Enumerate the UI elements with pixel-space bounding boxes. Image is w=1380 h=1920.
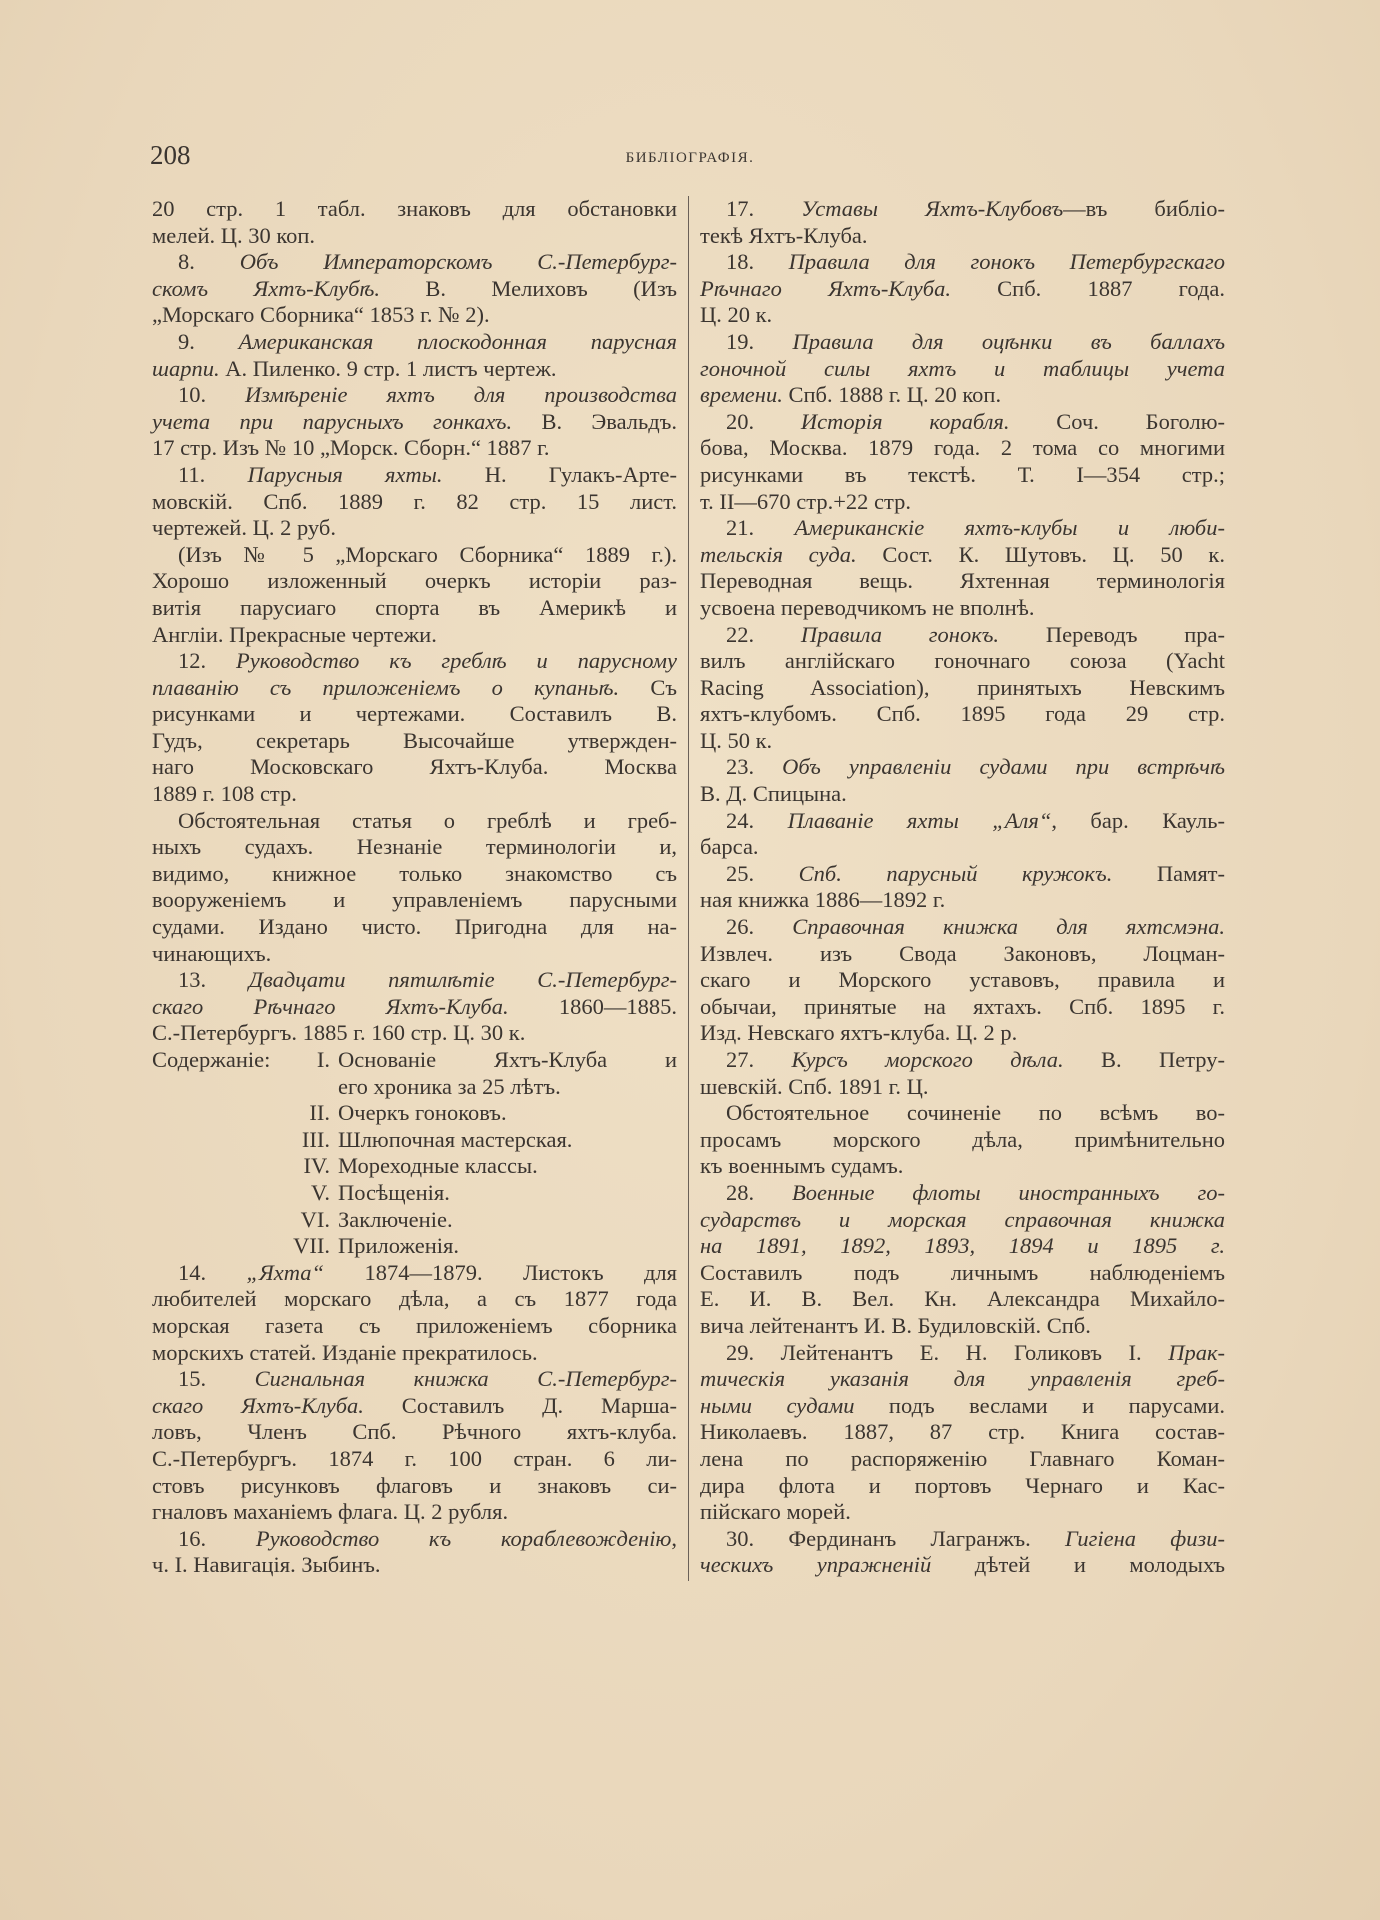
text-line <box>700 1286 1225 1313</box>
text-run: 30. Фердинанъ Лагранжъ. <box>726 1525 1065 1551</box>
text-line <box>700 1419 1225 1446</box>
italic-title: Военные флоты иностранныхъ го- <box>792 1179 1226 1205</box>
text-line <box>152 568 677 595</box>
text-line <box>152 914 677 941</box>
text-run: (Изъ № 5 „Морскаго Сборника“ 1889 г.). <box>178 541 677 567</box>
text-line <box>152 515 677 542</box>
italic-title: Двадцати пятилѣтіе С.-Петербург- <box>248 967 678 993</box>
column-divider <box>688 196 689 1581</box>
text-run: 21. <box>726 515 795 541</box>
text-line <box>700 834 1225 861</box>
text-line <box>700 1020 1225 1047</box>
italic-title: сударствъ и морская справочная книжка <box>700 1206 1225 1232</box>
toc-text: Мореходные классы. <box>338 1153 538 1179</box>
text-line <box>700 276 1225 303</box>
text-run: ч. I. Навигація. Зыбинъ. <box>152 1552 381 1578</box>
text-line <box>700 914 1225 941</box>
text-run: 27. <box>726 1047 792 1072</box>
italic-title: ческихъ упражненій <box>700 1552 932 1578</box>
text-run: обычаи, принятые на яхтахъ. Спб. 1895 г. <box>700 993 1225 1019</box>
text-run: 1860—1885. <box>508 993 677 1019</box>
text-line <box>152 489 677 516</box>
italic-title: шарпи. <box>152 355 220 381</box>
text-line <box>152 595 677 622</box>
text-run: Racing Association), принятыхъ Невскимъ <box>700 674 1225 700</box>
italic-title: скаго Рѣчнаго Яхтъ-Клуба. <box>152 993 509 1019</box>
toc-text: Посѣщенія. <box>338 1179 450 1205</box>
toc-line <box>152 1180 677 1207</box>
bibliography-entry <box>152 542 677 648</box>
text-run: дира флота и портовъ Чернаго и Кас- <box>700 1472 1225 1498</box>
text-line <box>700 1233 1225 1260</box>
text-line <box>152 834 677 861</box>
text-run: Ц. 50 к. <box>700 727 773 753</box>
toc-line <box>152 1074 677 1101</box>
text-run: 22. <box>726 621 801 647</box>
italic-title: скомъ Яхтъ-Клубѣ. <box>152 275 381 301</box>
text-line <box>700 1526 1225 1553</box>
text-run: усвоена переводчикомъ не вполнѣ. <box>700 594 1035 620</box>
text-run: яхтъ-клубомъ. Спб. 1895 года 29 стр. <box>700 701 1225 727</box>
running-title: БИБЛІОГРАФІЯ. <box>625 150 755 166</box>
text-run: Изд. Невскаго яхтъ-клуба. Ц. 2 р. <box>700 1020 1018 1046</box>
text-line <box>700 1552 1225 1579</box>
text-run: Е. И. В. Вел. Кн. Александра Михайло- <box>700 1286 1225 1312</box>
text-line <box>152 701 677 728</box>
text-run: вича лейтенантъ И. В. Будиловскій. Спб. <box>700 1312 1091 1338</box>
toc-line <box>152 1100 677 1127</box>
text-line <box>700 435 1225 462</box>
text-line <box>700 382 1225 409</box>
text-run: любителей морскаго дѣла, а съ 1877 года <box>152 1286 677 1312</box>
text-run: Извлеч. изъ Свода Законовъ, Лоцман- <box>700 940 1225 966</box>
text-line <box>700 595 1225 622</box>
text-run: 11. <box>178 461 248 487</box>
bibliography-entry <box>700 1100 1225 1180</box>
text-run: Спб. 1888 г. Ц. 20 коп. <box>782 382 1002 408</box>
text-run: Хорошо изложенный очеркъ исторіи раз- <box>152 568 677 594</box>
text-run: В. Мелиховъ (Изъ <box>380 275 677 301</box>
text-run: 9. <box>178 328 239 354</box>
text-line <box>700 1340 1225 1367</box>
text-line <box>152 1020 677 1047</box>
italic-title: Рѣчнаго Яхтъ-Клуба. <box>700 275 951 301</box>
text-line <box>700 1074 1225 1101</box>
text-line <box>152 382 677 409</box>
italic-title: тельскія суда. <box>700 541 857 567</box>
italic-title: Исторія корабля. <box>800 408 1010 434</box>
text-line <box>152 302 677 329</box>
text-run: Николаевъ. 1887, 87 стр. Книга состав- <box>700 1419 1225 1445</box>
text-line <box>152 223 677 250</box>
toc-numeral: II. <box>309 1100 330 1126</box>
text-line <box>152 1419 677 1446</box>
text-line <box>700 223 1225 250</box>
text-line <box>152 994 677 1021</box>
text-run: чинающихъ. <box>152 940 272 966</box>
text-run: 13. <box>178 967 249 993</box>
bibliography-entry <box>152 196 677 249</box>
text-run: Соч. Боголю- <box>1009 408 1226 434</box>
text-line <box>152 1473 677 1500</box>
italic-title: Руководство къ греблѣ и парусному <box>236 648 678 674</box>
text-line <box>700 1393 1225 1420</box>
toc-text: Очеркъ гоноковъ. <box>338 1100 507 1126</box>
right-column <box>700 196 1225 1579</box>
text-line <box>700 648 1225 675</box>
page-number: 208 <box>150 140 191 170</box>
italic-title: тическія указанія для управленія греб- <box>700 1366 1225 1392</box>
text-run: 18. <box>726 249 789 275</box>
bibliography-entry <box>700 249 1225 329</box>
text-line <box>152 754 677 781</box>
text-run: просамъ морского дѣла, примѣнительно <box>700 1126 1225 1152</box>
italic-title: Объ Императорскомъ С.-Петербург- <box>239 249 677 275</box>
text-run: барса. <box>700 834 759 860</box>
italic-title: на 1891, 1892, 1893, 1894 и 1895 г. <box>700 1233 1225 1259</box>
text-line <box>700 1127 1225 1154</box>
toc-line <box>152 1233 677 1260</box>
text-run: 25. <box>726 860 799 886</box>
text-run: Ц. 20 к. <box>700 302 773 328</box>
text-run: мелей. Ц. 30 коп. <box>152 222 316 248</box>
bibliography-entry <box>152 249 677 329</box>
bibliography-entry <box>152 808 677 968</box>
toc-text: Заключеніе. <box>338 1206 453 1232</box>
italic-title: Правила для оцѣнки въ баллахъ <box>792 328 1225 354</box>
italic-title: ными судами <box>700 1392 855 1418</box>
text-run: Съ <box>619 674 677 700</box>
toc-text: Приложенія. <box>338 1233 459 1259</box>
italic-title: Измѣреніе яхтъ для производства <box>245 382 677 408</box>
text-line <box>152 622 677 649</box>
toc-numeral: VI. <box>300 1206 330 1232</box>
text-run: 29. Лейтенантъ Е. Н. Голиковъ I. <box>726 1339 1169 1365</box>
text-run: пійскаго морей. <box>700 1499 851 1525</box>
text-run: Составилъ Д. Марша- <box>363 1392 677 1418</box>
text-run: 26. <box>726 914 793 940</box>
text-run: 19. <box>726 328 793 354</box>
text-line <box>152 356 677 383</box>
toc-text: Шлюпочная мастерская. <box>338 1126 573 1152</box>
bibliography-entry <box>700 808 1225 861</box>
text-line <box>152 462 677 489</box>
italic-title: учета при парусныхъ гонкахъ. <box>152 408 513 434</box>
text-line <box>152 808 677 835</box>
text-run: 8. <box>178 249 240 275</box>
text-run: чертежей. Ц. 2 руб. <box>152 515 336 541</box>
italic-title: Руководство къ кораблевожденію <box>255 1525 672 1551</box>
bibliography-entry <box>700 914 1225 1047</box>
text-run: рисунками и чертежами. Составилъ В. <box>152 701 677 727</box>
italic-title: Уставы Яхтъ-Клубовъ <box>801 196 1064 221</box>
text-run: 1874—1879. Листокъ для <box>324 1259 677 1285</box>
text-line <box>700 356 1225 383</box>
text-line <box>152 1552 677 1579</box>
bibliography-entry <box>152 1526 677 1579</box>
text-run: 20 стр. 1 табл. знаковъ для обстановки <box>152 196 677 221</box>
text-line <box>152 675 677 702</box>
text-run: А. Пиленко. 9 стр. 1 листъ чертеж. <box>219 355 557 381</box>
text-line <box>700 1313 1225 1340</box>
text-run: С.-Петербургъ. 1885 г. 160 стр. Ц. 30 к. <box>152 1020 526 1046</box>
bibliography-entry <box>700 1047 1225 1100</box>
text-run: Составилъ подъ личнымъ наблюденіемъ <box>700 1259 1225 1285</box>
toc-numeral: IV. <box>303 1153 330 1179</box>
text-line <box>152 196 677 223</box>
text-run: видимо, книжное только знакомство съ <box>152 860 677 886</box>
text-line <box>152 1286 677 1313</box>
text-line <box>152 887 677 914</box>
bibliography-entry <box>700 515 1225 621</box>
bibliography-entry <box>700 1340 1225 1526</box>
bibliography-entry <box>700 196 1225 249</box>
text-line <box>700 1473 1225 1500</box>
text-run: —въ библіо- <box>1063 196 1226 221</box>
text-line <box>700 887 1225 914</box>
text-run: дѣтей и молодыхъ <box>931 1552 1225 1578</box>
text-line <box>700 302 1225 329</box>
text-line <box>700 1207 1225 1234</box>
text-run: вооруженіемъ и управленіемъ парусными <box>152 887 677 913</box>
text-run: витія парусиаго спорта въ Америкѣ и <box>152 594 677 620</box>
toc-numeral: V. <box>311 1179 330 1205</box>
text-run: , <box>671 1525 678 1551</box>
italic-title: Спб. парусный кружокъ. <box>798 860 1113 886</box>
text-run: Обстоятельная статья о греблѣ и греб- <box>178 807 677 833</box>
text-run: Переводъ пра- <box>999 621 1226 647</box>
text-line <box>700 568 1225 595</box>
text-run: 16. <box>178 1525 256 1551</box>
text-line <box>152 1393 677 1420</box>
text-line <box>152 1313 677 1340</box>
text-line <box>700 1499 1225 1526</box>
text-run: 17. <box>726 196 802 221</box>
text-run: Переводная вещь. Яхтенная терминологія <box>700 568 1225 594</box>
text-run: 17 стр. Изъ № 10 „Морск. Сборн.“ 1887 г. <box>152 435 550 461</box>
text-run: текѣ Яхтъ-Клуба. <box>700 222 868 248</box>
bibliography-entry <box>152 648 677 808</box>
text-line <box>700 1153 1225 1180</box>
italic-title: Справочная книжка для яхтсмэна. <box>792 914 1226 940</box>
italic-title: Гигіена физи- <box>1064 1525 1226 1551</box>
text-run: 10. <box>178 382 246 408</box>
text-run: судами. Издано чисто. Пригодна для на- <box>152 914 677 940</box>
italic-title: „Яхта“ <box>246 1259 325 1285</box>
italic-title: Плаваніе яхты „Аля“ <box>787 807 1052 833</box>
italic-title: Американская плоскодонная парусная <box>238 328 677 354</box>
text-line <box>700 462 1225 489</box>
text-run: скаго и Морского уставовъ, правила и <box>700 967 1225 993</box>
text-line <box>700 967 1225 994</box>
toc-number: I. <box>316 1047 330 1072</box>
text-line <box>152 1340 677 1367</box>
text-run: наго Московскаго Яхтъ-Клуба. Москва <box>152 754 677 780</box>
text-run: стовъ рисунковъ флаговъ и знаковъ си- <box>152 1472 677 1498</box>
text-run: Англіи. Прекрасные чертежи. <box>152 621 437 647</box>
text-line <box>700 1180 1225 1207</box>
bibliography-entry <box>700 622 1225 755</box>
toc-line <box>152 1047 677 1074</box>
text-line <box>700 542 1225 569</box>
text-line <box>152 542 677 569</box>
text-run: лена по распоряженію Главнаго Коман- <box>700 1445 1225 1471</box>
text-line <box>152 861 677 888</box>
text-line <box>700 781 1225 808</box>
text-run: Памят- <box>1112 860 1225 886</box>
text-run: рисунками въ текстѣ. Т. I—354 стр.; <box>700 461 1225 487</box>
text-run: ныхъ судахъ. Незнаніе терминологіи и, <box>152 834 677 860</box>
text-line <box>152 435 677 462</box>
bibliography-entry <box>152 382 677 462</box>
text-line <box>700 1047 1225 1074</box>
toc-label: Содержаніе: <box>152 1047 271 1072</box>
text-run: , бар. Кауль- <box>1051 807 1226 833</box>
bibliography-entry <box>700 861 1225 914</box>
italic-title: времени. <box>700 382 783 408</box>
text-run: Сост. К. Шутовъ. Ц. 50 к. <box>856 541 1225 567</box>
italic-title: скаго Яхтъ-Клуба. <box>152 1392 364 1418</box>
text-run: Обстоятельное сочиненіе по всѣмъ во- <box>726 1100 1225 1126</box>
text-run: 14. <box>178 1259 247 1285</box>
text-line <box>700 329 1225 356</box>
text-run: подъ веслами и парусами. <box>854 1392 1225 1418</box>
text-run: 28. <box>726 1179 793 1205</box>
bibliography-entry <box>152 462 677 542</box>
bibliography-entry <box>700 409 1225 515</box>
bibliography-entry <box>152 329 677 382</box>
text-line <box>152 1446 677 1473</box>
text-line <box>700 409 1225 436</box>
text-line <box>152 409 677 436</box>
italic-title: плаванію съ приложеніемъ о купаньѣ. <box>152 674 620 700</box>
text-run: 24. <box>726 807 788 833</box>
text-line <box>700 994 1225 1021</box>
text-line <box>700 861 1225 888</box>
text-line <box>152 1526 677 1553</box>
text-line <box>700 675 1225 702</box>
text-run: т. II—670 стр.+22 стр. <box>700 488 912 514</box>
text-run: 12. <box>178 648 237 674</box>
text-line <box>152 781 677 808</box>
text-run: В. Петру- <box>1063 1047 1226 1072</box>
text-line <box>700 728 1225 755</box>
text-run: морская газета съ приложеніемъ сборника <box>152 1312 677 1338</box>
text-run: ловъ, Членъ Спб. Рѣчного яхтъ-клуба. <box>152 1419 677 1445</box>
text-line <box>700 515 1225 542</box>
bibliography-entry <box>152 1366 677 1526</box>
text-run: бова, Москва. 1879 года. 2 тома со многими <box>700 435 1225 461</box>
text-run: вилъ англійскаго гоночнаго союза (Yacht <box>700 648 1225 674</box>
text-line <box>700 489 1225 516</box>
text-line <box>700 808 1225 835</box>
italic-title: Курсъ морского дѣла. <box>791 1047 1064 1072</box>
toc-numeral <box>152 1047 338 1074</box>
text-line <box>152 648 677 675</box>
text-line <box>700 1366 1225 1393</box>
italic-title: Прак- <box>1168 1339 1225 1365</box>
text-line <box>700 754 1225 781</box>
bibliography-entry <box>700 1526 1225 1579</box>
bibliography-entry <box>700 1180 1225 1340</box>
text-line <box>152 1499 677 1526</box>
text-line <box>152 967 677 994</box>
text-line <box>152 941 677 968</box>
text-run: „Морскаго Сборника“ 1853 г. № 2). <box>152 302 490 328</box>
toc-text: Основаніе Яхтъ-Клуба и <box>338 1047 677 1072</box>
text-run: Гудъ, секретарь Высочайше утвержден- <box>152 727 677 753</box>
text-line <box>700 1446 1225 1473</box>
italic-title: Правила для гонокъ Петербургскаго <box>788 249 1226 275</box>
toc-line <box>152 1207 677 1234</box>
text-line <box>152 1260 677 1287</box>
text-line <box>700 701 1225 728</box>
text-line <box>152 249 677 276</box>
text-line <box>152 329 677 356</box>
text-run: морскихъ статей. Изданіе прекратилось. <box>152 1339 538 1365</box>
text-run: гналовъ маханіемъ флага. Ц. 2 рубля. <box>152 1499 509 1525</box>
text-line <box>700 249 1225 276</box>
table-of-contents <box>152 1047 677 1260</box>
text-run: ная книжка 1886—1892 г. <box>700 887 946 913</box>
text-run: 23. <box>726 754 783 780</box>
text-line <box>152 728 677 755</box>
text-run: 1889 г. 108 стр. <box>152 781 297 807</box>
text-run: 20. <box>726 408 801 434</box>
text-run: В. Д. Спицына. <box>700 781 847 807</box>
toc-numeral <box>152 1074 338 1101</box>
italic-title: Сигнальная книжка С.-Петербург- <box>254 1366 677 1392</box>
toc-text: его хроника за 25 лѣтъ. <box>338 1073 561 1099</box>
toc-line <box>152 1127 677 1154</box>
text-run: 15. <box>178 1366 255 1392</box>
text-line <box>700 941 1225 968</box>
bibliography-entry <box>700 754 1225 807</box>
text-run: къ военнымъ судамъ. <box>700 1153 904 1179</box>
text-line <box>700 622 1225 649</box>
italic-title: Парусныя яхты. <box>247 461 443 487</box>
toc-numeral: VII. <box>293 1233 330 1259</box>
text-run: шевскій. Спб. 1891 г. Ц. <box>700 1073 929 1099</box>
text-line <box>700 1260 1225 1287</box>
text-line <box>152 1366 677 1393</box>
text-run: Спб. 1887 года. <box>950 275 1225 301</box>
toc-line <box>152 1153 677 1180</box>
text-run: мовскій. Спб. 1889 г. 82 стр. 15 лист. <box>152 488 677 514</box>
bibliography-entry <box>152 1260 677 1366</box>
text-line <box>700 196 1225 223</box>
italic-title: гоночной силы яхтъ и таблицы учета <box>700 355 1225 381</box>
bibliography-entry <box>152 967 677 1047</box>
text-run: В. Эвальдъ. <box>512 408 677 434</box>
text-run: С.-Петербургъ. 1874 г. 100 стран. 6 ли- <box>152 1445 677 1471</box>
left-column <box>152 196 677 1579</box>
text-run: Н. Гулакъ-Арте- <box>442 461 678 487</box>
italic-title: Американскіе яхтъ-клубы и люби- <box>794 515 1225 541</box>
bibliography-entry <box>700 329 1225 409</box>
italic-title: Правила гонокъ. <box>800 621 1000 647</box>
italic-title: Объ управленіи судами при встрѣчѣ <box>782 754 1226 780</box>
text-line <box>700 1100 1225 1127</box>
text-line <box>152 276 677 303</box>
toc-numeral: III. <box>301 1126 330 1152</box>
